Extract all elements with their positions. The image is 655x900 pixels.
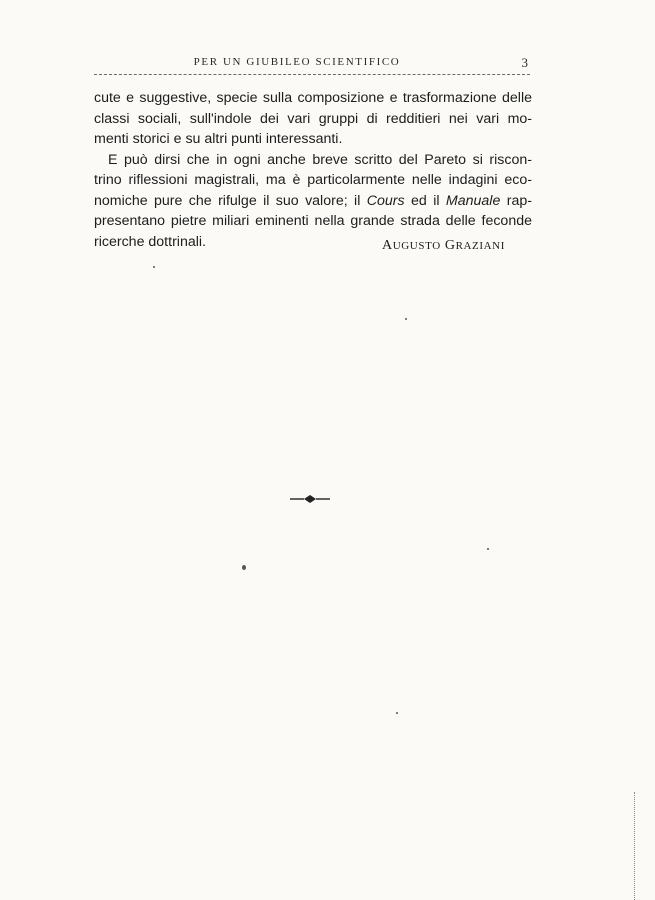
- signature-initial: G: [444, 238, 456, 253]
- text-line: E può dirsi che in ogni anche breve scritto del Pareto si riscon-: [108, 151, 532, 168]
- text-line: [94, 191, 532, 212]
- italic-title-manuale: Manuale: [445, 192, 501, 209]
- body-text: [94, 88, 532, 252]
- ink-speck: [487, 548, 489, 550]
- page-number: 3: [521, 55, 528, 70]
- running-title: PER UN GIUBILEO SCIENTIFICO: [193, 56, 401, 68]
- ink-speck: [396, 712, 398, 714]
- running-head: [94, 56, 530, 76]
- text-line: menti storici e su altri punti interessanti.: [94, 131, 343, 147]
- header-rule: [94, 74, 530, 75]
- text-line: cute e suggestive, specie sulla composizione e trasformazione delle: [94, 90, 532, 106]
- signature-initial: A: [382, 238, 393, 253]
- text-segment: ed il: [411, 192, 440, 209]
- signature-small-caps: RAZIANI: [455, 240, 505, 252]
- text-line: classi sociali, sull'indole dei vari gruppi di redditieri nei vari mo-: [94, 110, 532, 127]
- ink-speck: [153, 266, 155, 268]
- author-signature: [382, 238, 505, 254]
- text-segment: nomiche pure che rifulge il suo valore; il: [94, 192, 361, 209]
- ink-speck: [242, 565, 246, 570]
- ornament-divider-icon: [288, 492, 332, 506]
- text-line: trino riflessioni magistrali, ma è particolarmente nelle indagini eco-: [94, 172, 532, 188]
- italic-title-cours: Cours: [366, 192, 405, 209]
- text-line: presentano pietre miliari eminenti nella grande strada delle feconde: [94, 213, 532, 229]
- margin-mark: [634, 792, 637, 900]
- text-segment: rap-: [506, 192, 532, 209]
- text-line: ricerche dottrinali.: [94, 233, 206, 250]
- signature-small-caps: UGUSTO: [392, 240, 441, 252]
- ink-speck: [405, 318, 407, 320]
